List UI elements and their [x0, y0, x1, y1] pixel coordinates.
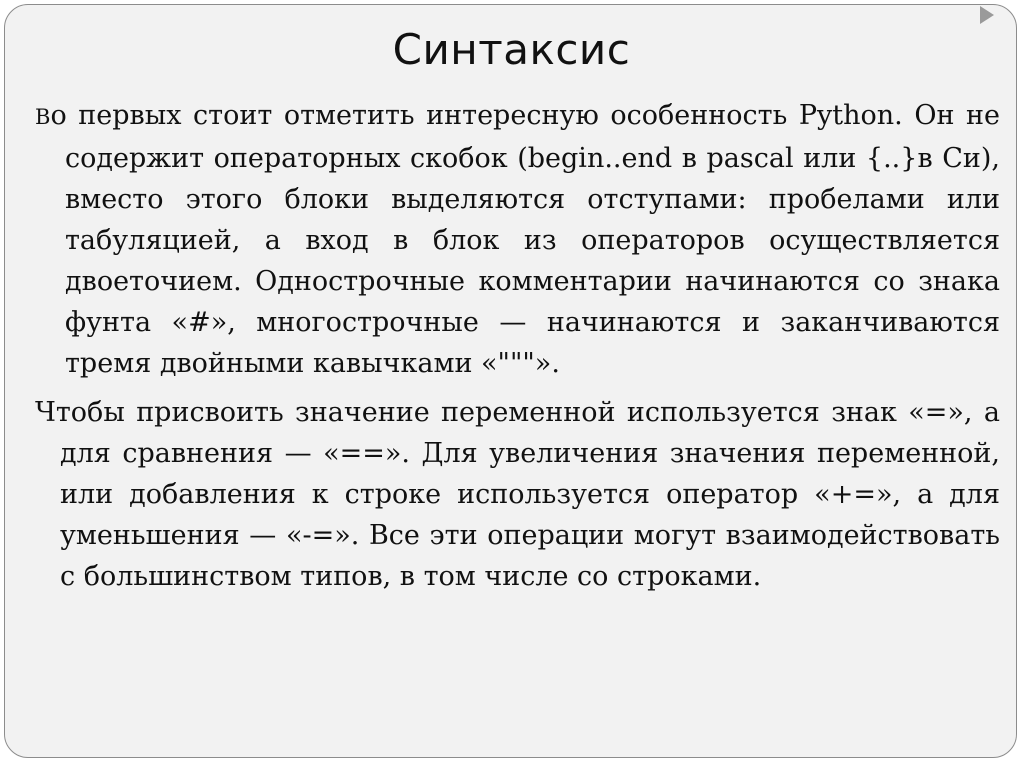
- slide-body: [35, 95, 1000, 597]
- paragraph-syntax-notes: [35, 95, 1000, 384]
- slide-title: Синтаксис: [392, 25, 631, 74]
- slide-frame: [4, 4, 1017, 758]
- corner-arrow-icon: [980, 6, 994, 24]
- paragraph-lead-letter: В: [35, 105, 51, 129]
- paragraph-text: Чтобы присвоить значение переменной используется знак «=», а для сравнения — «==». Для увеличения значения переменной, или добавления к строке используется оператор «+=», а для уменьшения — «-=». Все эти операции могут взаимодействовать с большинством типов, в том числе со строками.: [35, 397, 1000, 592]
- paragraph-text: о первых стоит отметить интересную особенность Python. Он не содержит операторных скобок (begin..end в pascal или {..}в Си), вместо этого блоки выделяются отступами: пробелами или табуляцией, а вход в блок из операторов осуществляется двоеточием. Однострочные комментарии начинаются со знака фунта «#», многострочные — начинаются и заканчиваются тремя двойными кавычками «"""».: [50, 100, 1000, 379]
- paragraph-operators: [35, 392, 1000, 597]
